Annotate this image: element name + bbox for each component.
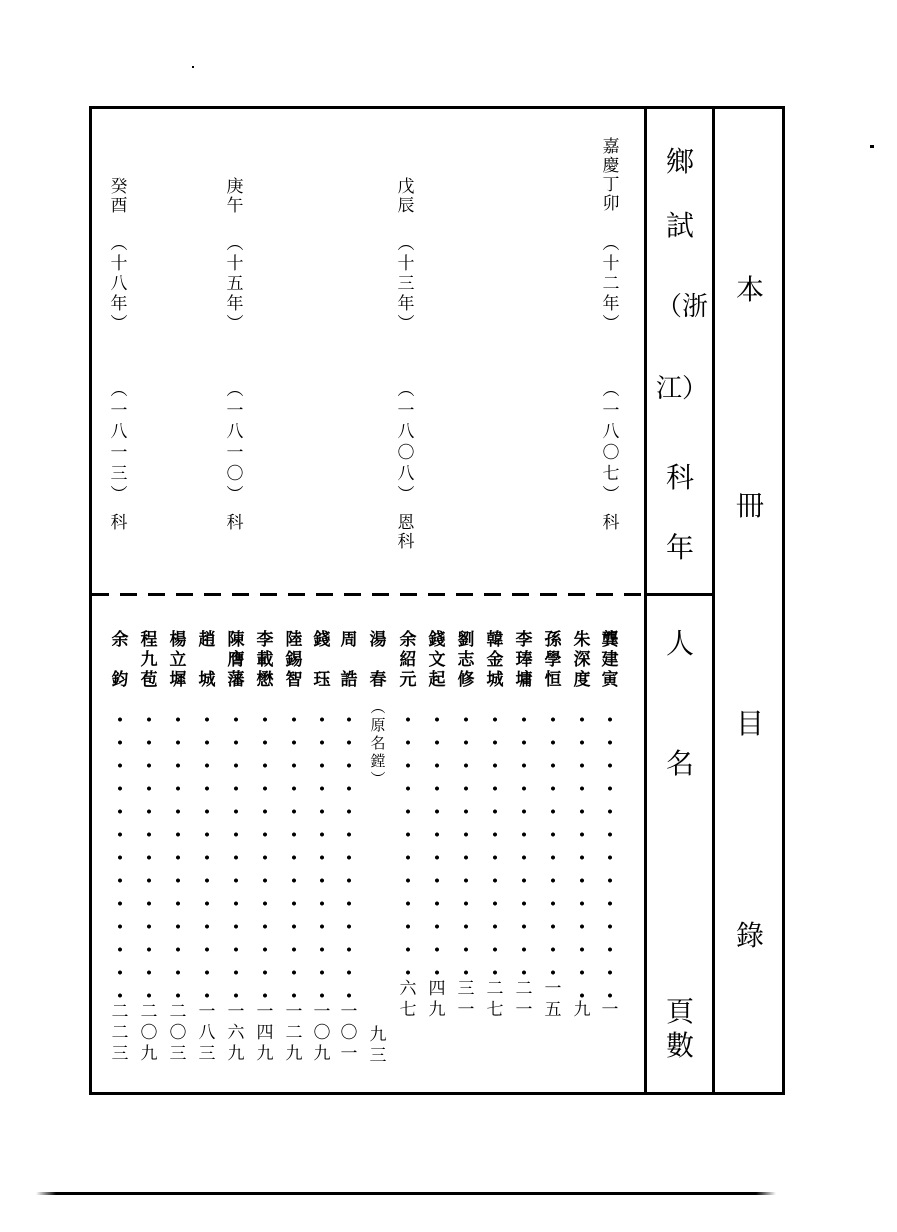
header-char: 試 xyxy=(665,209,694,242)
dot-leader xyxy=(493,708,497,978)
entry-page: 一 五 xyxy=(544,979,562,1020)
entry-page: 四 九 xyxy=(428,979,446,1020)
header-row-divider xyxy=(644,593,715,596)
entry-name: 程 九 苞 xyxy=(140,630,158,690)
title-char: 本 xyxy=(735,273,764,306)
page-label-char: 頁 xyxy=(665,995,694,1028)
entry-page: 一 八 三 xyxy=(198,1002,216,1064)
dot-leader xyxy=(464,708,468,978)
exam-western-year: ︵ 一 八 〇 七 ︶ xyxy=(602,380,620,505)
exam-era: 戊 辰 xyxy=(397,177,415,216)
entry-page: 三 一 xyxy=(457,979,475,1020)
entry-name: 劉 志 修 xyxy=(457,630,475,690)
entry-5[interactable] xyxy=(455,630,477,1020)
dot-leader xyxy=(292,708,296,998)
exam-western-year: ︵ 一 八 〇 八 ︶ xyxy=(397,380,415,505)
entry-name: 李 琫 墉 xyxy=(515,630,533,690)
entry-12[interactable] xyxy=(254,630,276,1064)
scan-speck xyxy=(870,145,874,148)
entry-4[interactable] xyxy=(484,630,506,1020)
exam-type: 科 xyxy=(110,513,128,533)
header-char: 江） xyxy=(656,374,709,404)
entry-13[interactable] xyxy=(225,630,247,1064)
dot-leader xyxy=(147,708,151,998)
dot-leader xyxy=(234,708,238,998)
exam-reign-year: ︵ 十 二 年 ︶ xyxy=(602,234,620,334)
exam-western-year: ︵ 一 八 一 〇 ︶ xyxy=(226,380,244,505)
exam-reign-year: ︵ 十 三 年 ︶ xyxy=(397,234,415,334)
dot-leader xyxy=(522,708,526,978)
dot-leader xyxy=(406,708,410,978)
dot-leader xyxy=(551,708,555,978)
header-char: 科 xyxy=(665,461,694,494)
entry-page: 六 七 xyxy=(399,979,417,1020)
entry-1[interactable] xyxy=(571,630,593,1020)
entry-page: 一 〇 一 xyxy=(340,1002,358,1064)
entry-page: 一 四 九 xyxy=(256,1002,274,1064)
entry-16[interactable] xyxy=(138,630,160,1064)
dot-leader xyxy=(347,708,351,998)
entry-7[interactable] xyxy=(397,630,419,1020)
entry-11[interactable] xyxy=(283,630,305,1064)
column-divider-title xyxy=(712,106,715,1095)
entry-name: 龔 建 寅 xyxy=(601,630,619,690)
dot-leader xyxy=(118,708,122,998)
entry-name: 周 誥 xyxy=(340,630,358,690)
entry-page: 一 二 九 xyxy=(285,1002,303,1064)
entry-name: 余 鈞 xyxy=(111,630,129,690)
entry-name: 韓 金 城 xyxy=(486,630,504,690)
entry-name: 錢 珏 xyxy=(313,630,331,690)
entry-17[interactable] xyxy=(109,630,131,1064)
exam-western-year: ︵ 一 八 一 三 ︶ xyxy=(110,380,128,505)
entry-0[interactable] xyxy=(599,630,621,1020)
entry-15[interactable] xyxy=(167,630,189,1064)
section-divider-dashed xyxy=(92,593,645,596)
entry-name: 楊 立 墀 xyxy=(169,630,187,690)
entry-page: 二 七 xyxy=(486,979,504,1020)
entry-page: 二 〇 九 xyxy=(140,1002,158,1064)
exam-era: 癸 酉 xyxy=(110,177,128,216)
header-char: 鄉 xyxy=(665,145,694,178)
title-char: 目 xyxy=(735,707,764,740)
dot-leader xyxy=(320,708,324,998)
entry-9[interactable] xyxy=(338,630,360,1064)
entry-page: 一 xyxy=(601,1000,619,1020)
entry-10[interactable] xyxy=(311,630,333,1064)
scan-edge-line xyxy=(36,1192,776,1195)
header-char: 年 xyxy=(665,531,694,564)
entry-page: 一 六 九 xyxy=(227,1002,245,1064)
title-char: 冊 xyxy=(735,489,764,522)
dot-leader xyxy=(435,708,439,978)
entry-page: 二 一 xyxy=(515,979,533,1020)
entry-name: 余 紹 元 xyxy=(399,630,417,690)
name-label-char: 名 xyxy=(665,747,694,780)
exam-era: 嘉 慶 丁 卯 xyxy=(602,137,620,214)
scan-speck xyxy=(192,66,194,68)
entry-name: 趙 城 xyxy=(198,630,216,690)
entry-6[interactable] xyxy=(426,630,448,1020)
exam-type: 科 xyxy=(226,513,244,533)
entry-page: 九 xyxy=(573,1000,591,1020)
entry-name: 孫 學 恒 xyxy=(544,630,562,690)
dot-leader xyxy=(263,708,267,998)
entry-name: 湯 春 xyxy=(369,630,387,690)
title-char: 錄 xyxy=(735,919,764,952)
entry-name: 陸 錫 智 xyxy=(285,630,303,690)
exam-type: 恩 科 xyxy=(397,513,415,552)
entry-page: 二 二 三 xyxy=(111,1002,129,1064)
entry-page: 二 〇 三 xyxy=(169,1002,187,1064)
exam-type: 科 xyxy=(602,513,620,533)
entry-page: 一 〇 九 xyxy=(313,1002,331,1064)
entry-3[interactable] xyxy=(513,630,535,1020)
name-label-char: 人 xyxy=(665,627,694,660)
entry-name: 李 載 懋 xyxy=(256,630,274,690)
exam-reign-year: ︵ 十 八 年 ︶ xyxy=(110,234,128,334)
entry-name: 陳 膺 藩 xyxy=(227,630,245,690)
entry-2[interactable] xyxy=(542,630,564,1020)
page-label-char: 數 xyxy=(665,1029,694,1062)
entry-8[interactable] xyxy=(367,630,389,1066)
exam-era: 庚 午 xyxy=(226,177,244,216)
entry-name: 錢 文 起 xyxy=(428,630,446,690)
entry-14[interactable] xyxy=(196,630,218,1064)
exam-reign-year: ︵ 十 五 年 ︶ xyxy=(226,234,244,334)
header-char: （浙 xyxy=(656,292,709,322)
dot-leader xyxy=(580,708,584,998)
column-divider-header xyxy=(644,106,647,1095)
dot-leader xyxy=(176,708,180,998)
dot-leader xyxy=(205,708,209,998)
entry-page: 九 三 xyxy=(369,1025,387,1066)
entry-note: ︵ 原 名 鏜 ︶ xyxy=(370,698,386,788)
dot-leader xyxy=(608,708,612,998)
entry-name: 朱 深 度 xyxy=(573,630,591,690)
